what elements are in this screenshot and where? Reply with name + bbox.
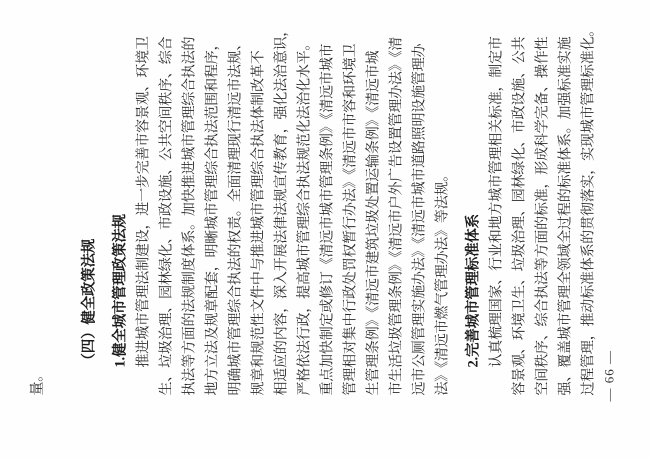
text-line: 执法等方面的法规制度体系。加快推进城市管理综合执法的 — [182, 36, 197, 395]
text-line: 远市公厕管理实施办法》《清远市城市道路照明设施管理办 — [412, 43, 427, 395]
text-line: 重点加快制定或修订《清远市城市管理条例》《清远市城市 — [320, 43, 335, 395]
page-number: — 66 — — [601, 349, 616, 401]
section-heading: 2.完善城市管理标准体系 — [465, 213, 481, 367]
text-line: 量。 — [30, 367, 45, 395]
text-line: 认真梳理国家、行业和地方城市管理相关标准，制定市 — [489, 35, 504, 367]
text-block — [26, 19, 600, 395]
text-line: 生、垃圾治理、园林绿化、市政设施、公共空间秩序、综合 — [159, 36, 174, 395]
text-line: 市生活垃圾管理条例》《清远市户外广告设置管理办法》《清 — [389, 36, 404, 395]
text-line: 过程管理，推动标准体系的贯彻落实，实现城市管理标准化。 — [581, 22, 596, 395]
text-line: 强、覆盖城市管理全领域全过程的标准体系。加强标准实施 — [558, 36, 573, 395]
text-line: 推进城市管理法制建设，进一步完善市容景观、环境卫 — [136, 35, 151, 367]
text-line: 规章和规范性文件中与推进城市管理综合执法体制改革不 — [251, 50, 266, 395]
text-line: 容景观、环境卫生、垃圾治理、园林绿化、市政设施、公共 — [512, 36, 527, 395]
text-line: 严格依法行政，提高城市管理综合执法规范化法治化水平。 — [297, 36, 312, 395]
text-line: 明确城市管理综合执法的权责。全面清理现行清远市法规、 — [228, 36, 243, 395]
text-line: 空间秩序、综合执法等方面的标准，形成科学完备、操作性 — [535, 36, 550, 395]
text-line: 生管理条例》《清远市建筑垃圾处置运输条例》《清远市城 — [366, 50, 381, 395]
text-line: 地方立法及规章配套，明晰城市管理综合执法范围和程序， — [205, 36, 220, 395]
text-line: 法》《清远市燃气管理办法》等法规。 — [435, 167, 450, 395]
text-line: 相适应的内容，深入开展法律法规宣传教育，强化法治意识， — [274, 22, 289, 395]
section-heading: （四）健全政策法规 — [81, 238, 97, 367]
text-line: 管理相对集中行政处罚权暂行办法》《清远市市容和环境卫 — [343, 43, 358, 395]
section-heading: 1.健全城市管理政策法规 — [112, 213, 128, 367]
